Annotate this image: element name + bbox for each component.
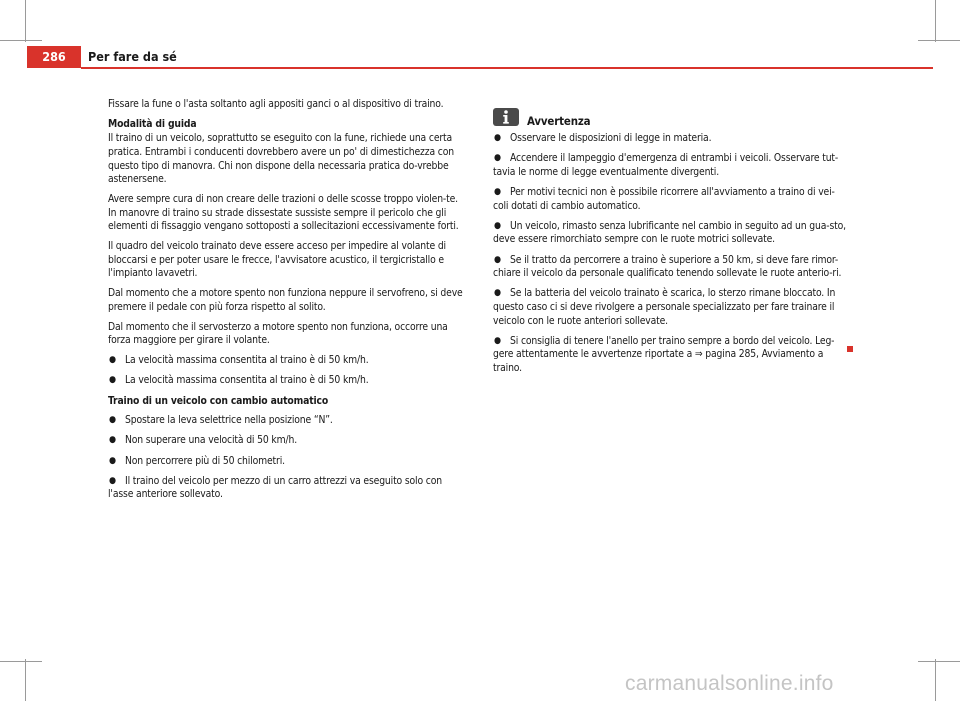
list-item (493, 287, 849, 328)
list-item (493, 152, 849, 179)
crop-mark (918, 661, 960, 662)
list-item (493, 220, 849, 247)
list-item-text: La velocità massima consentita al traino è di 50 km/h. (125, 374, 369, 387)
list-item (108, 414, 464, 428)
bullet-icon: ● (494, 288, 501, 299)
list-item (108, 434, 464, 448)
crop-mark (0, 40, 42, 41)
list-item (108, 455, 464, 469)
bullet-icon: ● (494, 153, 501, 164)
list-item (108, 374, 464, 388)
bullet-icon: ● (109, 435, 116, 446)
list-item-text: Non superare una velocità di 50 km/h. (125, 434, 297, 447)
list-item-text: Un veicolo, rimasto senza lubrificante nel cambio in seguito ad un gua-sto, deve essere rimorchiato sempre con le ruote motrici sollevate. (493, 219, 846, 246)
list-item-text: Il traino del veicolo per mezzo di un carro attrezzi va eseguito solo con l'asse anteriore sollevato. (108, 474, 442, 501)
warning-title: Avvertenza (527, 114, 591, 128)
bullet-icon: ● (109, 415, 116, 426)
bullet-icon: ● (494, 186, 501, 197)
left-column (108, 98, 464, 509)
section-heading-automatic: Traino di un veicolo con cambio automatico (108, 394, 329, 407)
paragraph: Dal momento che a motore spento non funziona neppure il servofreno, si deve premere il pedale con più forza rispetto al solito. (108, 287, 463, 313)
paragraph: Avere sempre cura di non creare delle trazioni o delle scosse troppo violen-te. In manovre di traino su strade dissestate sussiste sempre il pericolo che gli elementi di fissaggio vengano sottoposti a sollecitazioni eccessivamente forti. (108, 193, 459, 233)
crop-mark (935, 659, 936, 701)
crop-mark (918, 40, 960, 41)
warning-header (493, 108, 849, 126)
crop-mark (0, 661, 42, 662)
list-item-text: Non percorrere più di 50 chilometri. (125, 454, 285, 467)
list-item-text: Accendere il lampeggio d'emergenza di entrambi i veicoli. Osservare tut-tavia le norme di legge eventualmente divergenti. (493, 152, 839, 178)
header-rule (81, 67, 933, 69)
list-item (493, 186, 849, 213)
list-item (108, 475, 464, 502)
paragraph: Il traino di un veicolo, soprattutto se eseguito con la fune, richiede una certa pratica. Entrambi i conducenti dovrebbero avere un po' di dimestichezza con questo tipo di manovra. Chi non dispone della necessaria pratica do-vrebbe astenersene. (108, 132, 454, 186)
list-item (493, 254, 849, 281)
list-item-text: Si consiglia di tenere l'anello per traino sempre a bordo del veicolo. Leg-gere attentamente le avvertenze riportate a ⇒ pagina 285, Avviamento a traino. (493, 334, 835, 374)
bullet-icon: ● (494, 220, 501, 231)
list-item-text: Spostare la leva selettrice nella posizione “N”. (125, 414, 333, 427)
watermark: carmanualsonline.info (625, 672, 834, 695)
list-item-text: La velocità massima consentita al traino è di 50 km/h. (125, 354, 369, 367)
crop-mark (25, 0, 26, 42)
section-end-mark (847, 346, 853, 352)
bullet-icon: ● (494, 133, 501, 143)
bullet-icon: ● (109, 455, 116, 466)
running-title: Per fare da sé (88, 49, 177, 64)
paragraph: Dal momento che il servosterzo a motore spento non funziona, occorre una forza maggiore per girare il volante. (108, 320, 448, 347)
list-item-text: Osservare le disposizioni di legge in materia. (510, 132, 712, 144)
section-heading-driving: Modalità di guida (108, 117, 197, 130)
list-item (493, 335, 849, 376)
list-item-text: Per motivi tecnici non è possibile ricorrere all'avviamento a traino di vei-coli dotati di cambio automatico. (493, 185, 835, 212)
crop-mark (935, 0, 936, 42)
bullet-icon: ● (494, 335, 501, 346)
crop-mark (25, 659, 26, 701)
page-number: 286 (42, 49, 66, 64)
bullet-icon: ● (109, 375, 116, 386)
bullet-icon: ● (494, 254, 501, 265)
paragraph: Il quadro del veicolo trainato deve essere acceso per impedire al volante di bloccarsi e per poter usare le frecce, l'avvisatore acustico, il tergicristallo e l'impianto lavavetri. (108, 240, 446, 280)
bullet-icon: ● (109, 355, 116, 366)
paragraph: Fissare la fune o l'asta soltanto agli appositi ganci o al dispositivo di traino. (108, 98, 444, 110)
list-item-text: Se la batteria del veicolo trainato è scarica, lo sterzo rimane bloccato. In questo caso ci si deve rivolgere a personale specializzato per fare trainare il veicolo con le ruote anteriori sollevate. (493, 287, 836, 327)
info-icon (493, 108, 519, 126)
right-column (493, 108, 849, 382)
list-item (493, 132, 849, 146)
list-item-text: Se il tratto da percorrere a traino è superiore a 50 km, si deve fare rimor-chiare il veicolo da personale qualificato tenendo sollevate le ruote anterio-ri. (493, 253, 842, 280)
list-item (108, 354, 464, 368)
bullet-icon: ● (109, 475, 116, 486)
